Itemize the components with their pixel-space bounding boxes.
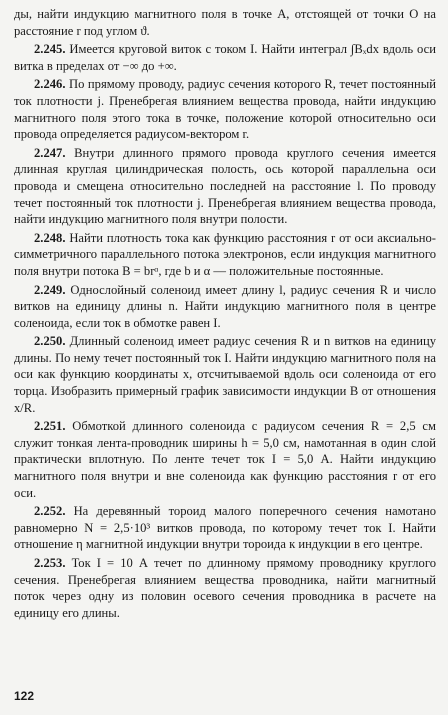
problem-number: 2.249. xyxy=(34,282,66,297)
problem-text: Имеется круговой виток с током I. Найти интеграл ∫Bₓdx вдоль оси витка в пределах от −∞ до +∞. xyxy=(14,42,436,73)
problem-number: 2.250. xyxy=(34,334,66,349)
problem-2-249 xyxy=(14,282,436,332)
problem-text: Внутри длинного прямого провода круглого сечения имеется длинная круглая цилиндрическая полость, ось которой параллельна оси провода и смещена относительно последней на расстояние l. По проводу течет постоянный ток плотности j. Пренебрегая влиянием вещества провода, найти индукцию магнитного поля внутри полости. xyxy=(14,145,436,227)
page-number: 122 xyxy=(14,689,35,703)
problem-2-252 xyxy=(14,503,436,553)
problem-number: 2.246. xyxy=(34,77,66,92)
problem-2-250 xyxy=(14,333,436,416)
problem-2-245 xyxy=(14,41,436,74)
problem-2-248 xyxy=(14,230,436,280)
problem-text: Обмоткой длинного соленоида с радиусом сечения R = 2,5 см служит тонкая лента-проводник ширины h = 5,0 см, намотанная в один слой практически вплотную. По ленте течет ток I = 5,0 А. Найти индукцию магнитного поля внутри и вне соленоида как функцию расстояния r от его оси. xyxy=(14,419,436,500)
problem-2-253 xyxy=(14,555,436,621)
problem-2-247 xyxy=(14,145,436,228)
problem-text: Ток I = 10 А течет по длинному прямому проводнику круглого сечения. Пренебрегая влиянием вещества проводника, найти магнитный поток через одну из половин осевого сечения проводника в расчете на единицу его длины. xyxy=(14,556,436,620)
problem-text: Найти плотность тока как функцию расстояния r от оси аксиально-симметричного параллельного потока электронов, если индукция магнитного поля внутри потока B = brᵅ, где b и α — положительные постоянные. xyxy=(14,230,436,278)
problem-text: По прямому проводу, радиус сечения которого R, течет постоянный ток плотности j. Пренебрегая влиянием вещества провода, найти индукцию магнитного поля этого тока в точке, положение которой относительно оси провода определяется радиусом-вектором r. xyxy=(14,77,436,142)
problem-number: 2.253. xyxy=(34,556,66,570)
problem-number: 2.251. xyxy=(34,419,66,434)
problem-number: 2.252. xyxy=(34,504,66,519)
problem-number: 2.245. xyxy=(34,42,66,57)
problem-text: Длинный соленоид имеет радиус сечения R и n витков на единицу длины. По нему течет постоянный ток I. Найти индукцию магнитного поля на оси как функцию координаты x, отсчитываемой вдоль оси соленоида от его торца. Изобразить примерный график зависимости индукции B от отношения x/R. xyxy=(14,334,436,415)
problem-2-246 xyxy=(14,76,436,142)
continuation-paragraph: ды, найти индукцию магнитного поля в точке A, отстоящей от точки O на расстояние r под углом ϑ. xyxy=(14,7,436,38)
problem-number: 2.248. xyxy=(34,230,66,245)
problem-number: 2.247. xyxy=(34,145,66,160)
problem-text: Однослойный соленоид имеет длину l, радиус сечения R и число витков на единицу длины n. Найти индукцию магнитного поля в центре соленоида, если ток в обмотке равен I. xyxy=(14,282,436,330)
problem-2-251 xyxy=(14,418,436,501)
problem-text: На деревянный тороид малого поперечного сечения намотано равномерно N = 2,5·10³ витков провода, по которому течет ток I. Найти отношение η магнитной индукции внутри тороида к индукции в его центре. xyxy=(14,504,436,552)
